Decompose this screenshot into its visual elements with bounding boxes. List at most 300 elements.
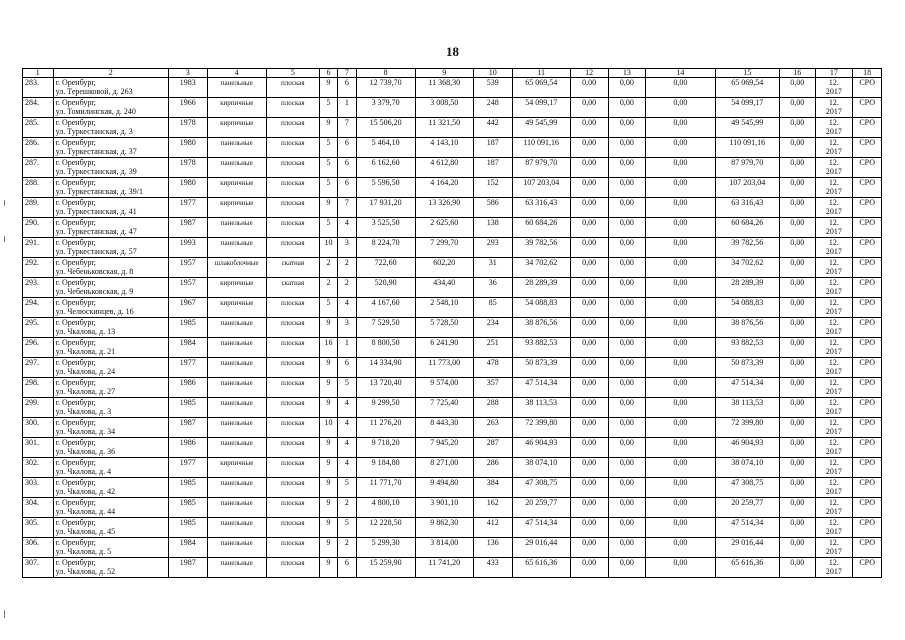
wall-material-cell (207, 98, 266, 118)
value-cell-text: 0,00 (619, 278, 634, 287)
total-cost-cell-text: 47 514,34 (731, 378, 764, 387)
cost-cell (512, 98, 570, 118)
total-cost-cell (715, 538, 779, 558)
row-number (23, 358, 54, 378)
roof-type-cell (266, 378, 319, 398)
total-cost-cell (715, 478, 779, 498)
row-number-text: 283. (25, 78, 39, 87)
column-number-16: 16 (779, 69, 815, 78)
roof-type-cell (266, 418, 319, 438)
period-cell (815, 158, 853, 178)
living-area-cell-text: 8 443,30 (430, 418, 459, 427)
value-cell (779, 498, 815, 518)
year-cell-text: 1985 (179, 318, 196, 327)
roof-type-cell-text: плоская (280, 139, 305, 147)
value-cell (646, 138, 715, 158)
roof-type-cell-text: скатная (281, 259, 305, 267)
address-city: г. Оренбург, (55, 258, 96, 267)
value-cell-text: 0,00 (582, 118, 597, 127)
address-street: ул. Челюскинцев, д. 16 (55, 307, 134, 316)
row-number (23, 198, 54, 218)
value-cell (608, 338, 646, 358)
period-cell (815, 258, 853, 278)
roof-type-cell-text: плоская (280, 339, 305, 347)
cost-cell-text: 93 882,53 (525, 338, 558, 347)
total-area-cell-text: 5 464,10 (371, 138, 400, 147)
value-cell-text: 0,00 (619, 418, 634, 427)
year-cell-text: 1977 (179, 458, 196, 467)
value-cell-text: 0,00 (582, 498, 597, 507)
floors-cell-text: 9 (326, 498, 331, 507)
residents-cell-text: 442 (486, 118, 499, 127)
wall-material-cell (207, 138, 266, 158)
roof-type-cell-text: плоская (280, 359, 305, 367)
value-cell (570, 358, 608, 378)
total-cost-cell (715, 518, 779, 538)
residents-cell (473, 538, 512, 558)
value-cell (646, 238, 715, 258)
year-cell-text: 1993 (179, 238, 196, 247)
period-month: 12. (828, 418, 839, 427)
floors-cell-text: 10 (324, 238, 333, 247)
residents-cell-text: 152 (486, 178, 499, 187)
address-street: ул. Чкалова, д. 4 (55, 467, 112, 476)
address-street: ул. Чкалова, д. 45 (55, 527, 116, 536)
roof-type-cell (266, 298, 319, 318)
cost-cell-text: 47 514,34 (525, 518, 558, 527)
residents-cell (473, 278, 512, 298)
total-cost-cell-text: 34 702,62 (731, 258, 764, 267)
total-area-cell-text: 4 800,10 (371, 498, 400, 507)
address-street: ул. Туркестанская, д. 3 (55, 127, 133, 136)
value-cell-text: 0,00 (582, 198, 597, 207)
entrances-cell (338, 358, 356, 378)
address-street: ул. Туркестанская, д. 37 (55, 147, 137, 156)
column-number-12: 12 (570, 69, 608, 78)
period-year: 2017 (825, 547, 842, 556)
source-cell-text: СРО (859, 518, 875, 527)
residents-cell-text: 293 (486, 238, 499, 247)
period-month: 12. (828, 358, 839, 367)
value-cell (779, 438, 815, 458)
cost-cell-text: 39 782,56 (525, 238, 558, 247)
year-cell (168, 358, 207, 378)
value-cell-text: 0,00 (619, 538, 634, 547)
value-cell (570, 98, 608, 118)
living-area-cell (415, 478, 473, 498)
floors-cell-text: 9 (326, 78, 331, 87)
total-area-cell-text: 5 299,30 (371, 538, 400, 547)
roof-type-cell-text: плоская (280, 119, 305, 127)
address-cell (53, 338, 168, 358)
cost-cell (512, 438, 570, 458)
value-cell (779, 278, 815, 298)
value-cell (608, 398, 646, 418)
cost-cell (512, 518, 570, 538)
table-row (23, 178, 882, 198)
entrances-cell-text: 5 (344, 478, 349, 487)
year-cell-text: 1980 (179, 138, 196, 147)
floors-cell (319, 218, 337, 238)
period-month: 12. (828, 238, 839, 247)
value-cell (570, 558, 608, 578)
living-area-cell-text: 9 494,80 (430, 478, 459, 487)
residents-cell (473, 138, 512, 158)
residents-cell-text: 286 (486, 458, 499, 467)
year-cell-text: 1967 (179, 298, 196, 307)
row-number (23, 158, 54, 178)
period-cell (815, 198, 853, 218)
table-body (23, 78, 882, 578)
period-year: 2017 (825, 427, 842, 436)
column-number-1: 1 (23, 69, 54, 78)
year-cell-text: 1986 (179, 378, 196, 387)
entrances-cell (338, 478, 356, 498)
entrances-cell-text: 4 (344, 218, 349, 227)
address-city: г. Оренбург, (55, 438, 96, 447)
total-area-cell-text: 11 276,20 (369, 418, 402, 427)
total-cost-cell (715, 278, 779, 298)
row-number-text: 306. (25, 538, 39, 547)
total-area-cell-text: 9 184,80 (371, 458, 400, 467)
year-cell-text: 1977 (179, 198, 196, 207)
source-cell-text: СРО (859, 418, 875, 427)
wall-material-cell (207, 518, 266, 538)
entrances-cell (338, 498, 356, 518)
period-year: 2017 (825, 87, 842, 96)
cost-cell-text: 72 399,80 (525, 418, 558, 427)
year-cell (168, 198, 207, 218)
value-cell-text: 0,00 (673, 318, 688, 327)
year-cell-text: 1985 (179, 518, 196, 527)
residents-cell-text: 251 (486, 338, 499, 347)
living-area-cell (415, 118, 473, 138)
wall-material-cell (207, 118, 266, 138)
living-area-cell (415, 358, 473, 378)
value-cell-text: 0,00 (790, 338, 805, 347)
value-cell (608, 438, 646, 458)
row-number (23, 498, 54, 518)
table-row (23, 98, 882, 118)
wall-material-cell (207, 78, 266, 98)
value-cell-text: 0,00 (790, 378, 805, 387)
period-cell (815, 558, 853, 578)
value-cell (570, 438, 608, 458)
entrances-cell (338, 538, 356, 558)
entrances-cell-text: 2 (344, 498, 349, 507)
address-street: ул. Туркестанская, д. 39 (55, 167, 137, 176)
period-year: 2017 (825, 187, 842, 196)
address-street: ул. Туркестанская, д. 39/1 (55, 187, 143, 196)
residents-cell-text: 85 (488, 298, 497, 307)
address-street: ул. Чебеньковская, д. 8 (55, 267, 134, 276)
column-number-row (23, 69, 882, 78)
living-area-cell (415, 98, 473, 118)
total-cost-cell-text: 93 882,53 (731, 338, 764, 347)
total-area-cell (356, 418, 415, 438)
table-row (23, 478, 882, 498)
year-cell-text: 1980 (179, 178, 196, 187)
living-area-cell-text: 5 728,50 (430, 318, 459, 327)
residents-cell-text: 36 (488, 278, 497, 287)
floors-cell (319, 318, 337, 338)
row-number-text: 290. (25, 218, 39, 227)
row-number (23, 138, 54, 158)
residents-cell (473, 558, 512, 578)
year-cell-text: 1987 (179, 218, 196, 227)
living-area-cell (415, 178, 473, 198)
wall-material-cell-text: панельные (220, 359, 253, 367)
address-street: ул. Чкалова, д. 13 (55, 327, 116, 336)
address-street: ул. Туркестанская, д. 57 (55, 247, 137, 256)
period-year: 2017 (825, 267, 842, 276)
value-cell (608, 538, 646, 558)
address-city: г. Оренбург, (55, 158, 96, 167)
address-cell (53, 398, 168, 418)
row-number-text: 286. (25, 138, 39, 147)
value-cell-text: 0,00 (790, 418, 805, 427)
row-number-text: 297. (25, 358, 39, 367)
period-year: 2017 (825, 487, 842, 496)
address-street: ул. Чебеньковская, д. 9 (55, 287, 134, 296)
value-cell-text: 0,00 (582, 98, 597, 107)
wall-material-cell-text: кирпичные (220, 99, 254, 107)
roof-type-cell-text: плоская (280, 299, 305, 307)
row-number-text: 291. (25, 238, 39, 247)
period-year: 2017 (825, 207, 842, 216)
wall-material-cell-text: панельные (220, 319, 253, 327)
period-cell (815, 98, 853, 118)
value-cell (646, 258, 715, 278)
roof-type-cell (266, 78, 319, 98)
source-cell (853, 318, 882, 338)
residents-cell (473, 458, 512, 478)
residents-cell-text: 478 (486, 358, 499, 367)
period-year: 2017 (825, 307, 842, 316)
row-number-text: 299. (25, 398, 39, 407)
entrances-cell-text: 6 (344, 78, 349, 87)
value-cell-text: 0,00 (790, 498, 805, 507)
wall-material-cell (207, 238, 266, 258)
column-number-2: 2 (53, 69, 168, 78)
roof-type-cell-text: плоская (280, 79, 305, 87)
wall-material-cell-text: панельные (220, 79, 253, 87)
wall-material-cell-text: кирпичные (220, 459, 254, 467)
value-cell (779, 478, 815, 498)
total-area-cell (356, 518, 415, 538)
total-area-cell (356, 118, 415, 138)
value-cell-text: 0,00 (673, 258, 688, 267)
value-cell-text: 0,00 (619, 298, 634, 307)
period-year: 2017 (825, 467, 842, 476)
entrances-cell-text: 3 (344, 318, 349, 327)
table-row (23, 118, 882, 138)
address-city: г. Оренбург, (55, 118, 96, 127)
value-cell (608, 318, 646, 338)
roof-type-cell-text: плоская (280, 379, 305, 387)
row-number-text: 307. (25, 558, 39, 567)
address-cell (53, 158, 168, 178)
column-number-14: 14 (646, 69, 715, 78)
value-cell-text: 0,00 (582, 158, 597, 167)
source-cell (853, 458, 882, 478)
wall-material-cell-text: панельные (220, 559, 253, 567)
address-cell (53, 478, 168, 498)
living-area-cell (415, 338, 473, 358)
address-street: ул. Терешковой, д. 263 (55, 87, 133, 96)
value-cell-text: 0,00 (790, 238, 805, 247)
period-cell (815, 518, 853, 538)
residents-cell (473, 78, 512, 98)
value-cell (570, 238, 608, 258)
living-area-cell-text: 4 612,80 (430, 158, 459, 167)
roof-type-cell (266, 498, 319, 518)
living-area-cell-text: 4 164,20 (430, 178, 459, 187)
value-cell-text: 0,00 (673, 418, 688, 427)
roof-type-cell-text: плоская (280, 219, 305, 227)
cost-cell-text: 29 016,44 (525, 538, 558, 547)
source-cell (853, 258, 882, 278)
value-cell (779, 458, 815, 478)
value-cell (570, 378, 608, 398)
cost-cell (512, 378, 570, 398)
period-year: 2017 (825, 287, 842, 296)
total-area-cell (356, 438, 415, 458)
source-cell (853, 358, 882, 378)
cost-cell-text: 20 259,77 (525, 498, 558, 507)
roof-type-cell (266, 558, 319, 578)
value-cell (608, 298, 646, 318)
source-cell-text: СРО (859, 398, 875, 407)
total-area-cell-text: 3 525,50 (371, 218, 400, 227)
period-cell (815, 398, 853, 418)
period-month: 12. (828, 178, 839, 187)
source-cell-text: СРО (859, 478, 875, 487)
address-city: г. Оренбург, (55, 378, 96, 387)
cost-cell-text: 65 069,54 (525, 78, 558, 87)
value-cell-text: 0,00 (673, 118, 688, 127)
value-cell-text: 0,00 (619, 258, 634, 267)
year-cell (168, 178, 207, 198)
address-street: ул. Чкалова, д. 24 (55, 367, 116, 376)
table-row (23, 558, 882, 578)
value-cell (779, 78, 815, 98)
cost-cell-text: 28 289,39 (525, 278, 558, 287)
period-cell (815, 418, 853, 438)
value-cell (646, 458, 715, 478)
address-street: ул. Туркестанская, д. 41 (55, 207, 137, 216)
year-cell (168, 238, 207, 258)
roof-type-cell (266, 138, 319, 158)
value-cell-text: 0,00 (619, 358, 634, 367)
residents-cell-text: 288 (486, 398, 499, 407)
living-area-cell-text: 13 326,90 (428, 198, 461, 207)
year-cell-text: 1966 (179, 98, 196, 107)
address-street: ул. Чкалова, д. 34 (55, 427, 116, 436)
living-area-cell-text: 602,20 (433, 258, 456, 267)
address-cell (53, 238, 168, 258)
entrances-cell-text: 5 (344, 378, 349, 387)
value-cell-text: 0,00 (673, 478, 688, 487)
wall-material-cell-text: панельные (220, 399, 253, 407)
table-row (23, 418, 882, 438)
floors-cell (319, 498, 337, 518)
entrances-cell (338, 298, 356, 318)
wall-material-cell-text: панельные (220, 539, 253, 547)
cost-cell-text: 54 088,83 (525, 298, 558, 307)
row-number-text: 292. (25, 258, 39, 267)
residents-cell-text: 31 (488, 258, 497, 267)
period-cell (815, 318, 853, 338)
cost-cell-text: 54 099,17 (525, 98, 558, 107)
wall-material-cell-text: кирпичные (220, 179, 254, 187)
period-year: 2017 (825, 327, 842, 336)
floors-cell (319, 518, 337, 538)
year-cell (168, 98, 207, 118)
source-cell-text: СРО (859, 558, 875, 567)
roof-type-cell (266, 478, 319, 498)
source-cell-text: СРО (859, 118, 875, 127)
entrances-cell (338, 518, 356, 538)
residents-cell-text: 162 (486, 498, 499, 507)
column-number-8: 8 (356, 69, 415, 78)
total-cost-cell-text: 65 069,54 (731, 78, 764, 87)
floors-cell (319, 158, 337, 178)
value-cell (608, 138, 646, 158)
row-number-text: 305. (25, 518, 39, 527)
year-cell-text: 1987 (179, 418, 196, 427)
residents-cell-text: 136 (486, 538, 499, 547)
year-cell (168, 438, 207, 458)
margin-mark (4, 236, 5, 242)
period-month: 12. (828, 78, 839, 87)
living-area-cell (415, 458, 473, 478)
total-area-cell (356, 298, 415, 318)
source-cell (853, 278, 882, 298)
floors-cell-text: 5 (326, 298, 331, 307)
residents-cell-text: 357 (486, 378, 499, 387)
value-cell-text: 0,00 (673, 558, 688, 567)
table-row (23, 398, 882, 418)
source-cell-text: СРО (859, 498, 875, 507)
residents-cell-text: 263 (486, 418, 499, 427)
wall-material-cell (207, 478, 266, 498)
total-cost-cell (715, 458, 779, 478)
address-city: г. Оренбург, (55, 418, 96, 427)
total-cost-cell-text: 54 099,17 (731, 98, 764, 107)
source-cell-text: СРО (859, 298, 875, 307)
total-area-cell-text: 11 771,70 (369, 478, 402, 487)
period-month: 12. (828, 378, 839, 387)
entrances-cell-text: 4 (344, 398, 349, 407)
living-area-cell-text: 11 368,30 (428, 78, 461, 87)
wall-material-cell (207, 278, 266, 298)
value-cell (646, 498, 715, 518)
total-cost-cell-text: 107 203,04 (729, 178, 766, 187)
cost-cell (512, 418, 570, 438)
row-number (23, 478, 54, 498)
year-cell (168, 518, 207, 538)
source-cell (853, 138, 882, 158)
total-area-cell-text: 7 529,50 (371, 318, 400, 327)
row-number-text: 301. (25, 438, 39, 447)
floors-cell (319, 298, 337, 318)
address-street: ул. Чкалова, д. 27 (55, 387, 116, 396)
entrances-cell-text: 1 (344, 98, 349, 107)
value-cell-text: 0,00 (790, 518, 805, 527)
row-number-text: 295. (25, 318, 39, 327)
floors-cell-text: 9 (326, 478, 331, 487)
